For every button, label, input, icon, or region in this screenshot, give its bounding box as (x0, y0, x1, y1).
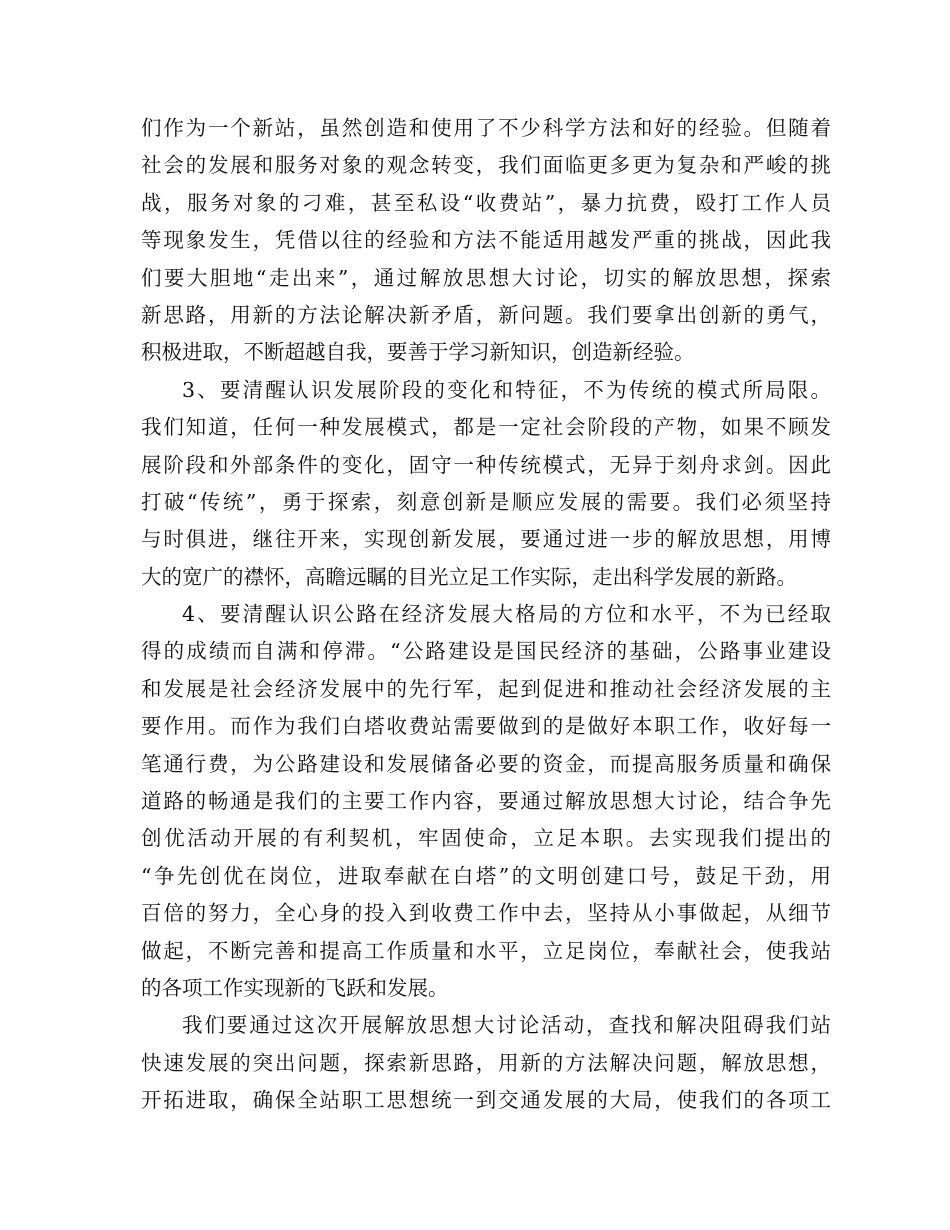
paragraph-first-line: 我们要通过这次开展解放思想大讨论活动，查找和解决阻碍我们站 (182, 1013, 831, 1038)
text-line: 快速发展的突出问题，探索新思路，用新的方法解决问题，解放思想， (141, 1050, 831, 1075)
text-line: 做起，不断完善和提高工作质量和水平，立足岗位，奉献社会，使我站 (141, 938, 831, 963)
text-line: 得的成绩而自满和停滞。“公路建设是国民经济的基础，公路事业建设 (141, 639, 831, 664)
text-line: 我们知道，任何一种发展模式，都是一定社会阶段的产物，如果不顾发 (141, 415, 831, 440)
text-line: 道路的畅通是我们的主要工作内容，要通过解放思想大讨论，结合争先 (141, 789, 831, 814)
text-line: 打破“传统”，勇于探索，刻意创新是顺应发展的需要。我们必须坚持 (141, 489, 831, 514)
text-line: 的各项工作实现新的飞跃和发展。 (141, 975, 449, 1000)
text-line: 积极进取，不断超越自我，要善于学习新知识，创造新经验。 (141, 340, 695, 365)
text-line: 新思路，用新的方法论解决新矛盾，新问题。我们要拿出创新的勇气， (141, 302, 831, 327)
text-line: 开拓进取，确保全站职工思想统一到交通发展的大局，使我们的各项工 (141, 1088, 831, 1113)
text-line: 们作为一个新站，虽然创造和使用了不少科学方法和好的经验。但随着 (141, 116, 831, 140)
text-line: 等现象发生，凭借以往的经验和方法不能适用越发严重的挑战，因此我 (141, 228, 831, 253)
paragraph-first-line: 3、要清醒认识发展阶段的变化和特征，不为传统的模式所局限。 (182, 377, 831, 402)
text-line: 笔通行费，为公路建设和发展储备必要的资金，而提高服务质量和确保 (141, 751, 831, 776)
text-line: 展阶段和外部条件的变化，固守一种传统模式，无异于刻舟求剑。因此 (141, 452, 831, 477)
text-line: 战，服务对象的刁难，甚至私设“收费站”，暴力抗费，殴打工作人员 (141, 190, 831, 215)
text-line: 大的宽广的襟怀，高瞻远瞩的目光立足工作实际，走出科学发展的新路。 (141, 564, 797, 589)
text-line: 和发展是社会经济发展中的先行军，起到促进和推动社会经济发展的主 (141, 676, 831, 701)
document-body-text (141, 110, 831, 1120)
text-line: 百倍的努力，全心身的投入到收费工作中去，坚持从小事做起，从细节 (141, 901, 831, 926)
text-line: 创优活动开展的有利契机，牢固使命，立足本职。去实现我们提出的 (141, 826, 831, 851)
text-line: 们要大胆地“走出来”，通过解放思想大讨论，切实的解放思想，探索 (141, 265, 831, 290)
text-line: “争先创优在岗位，进取奉献在白塔”的文明创建口号，鼓足干劲，用 (141, 863, 831, 888)
paragraph-first-line: 4、要清醒认识公路在经济发展大格局的方位和水平，不为已经取 (182, 602, 831, 627)
text-line: 与时俱进，继往开来，实现创新发展，要通过进一步的解放思想，用博 (141, 527, 831, 552)
text-line: 要作用。而作为我们白塔收费站需要做到的是做好本职工作，收好每一 (141, 714, 831, 739)
text-line: 社会的发展和服务对象的观念转变，我们面临更多更为复杂和严峻的挑 (141, 153, 831, 178)
